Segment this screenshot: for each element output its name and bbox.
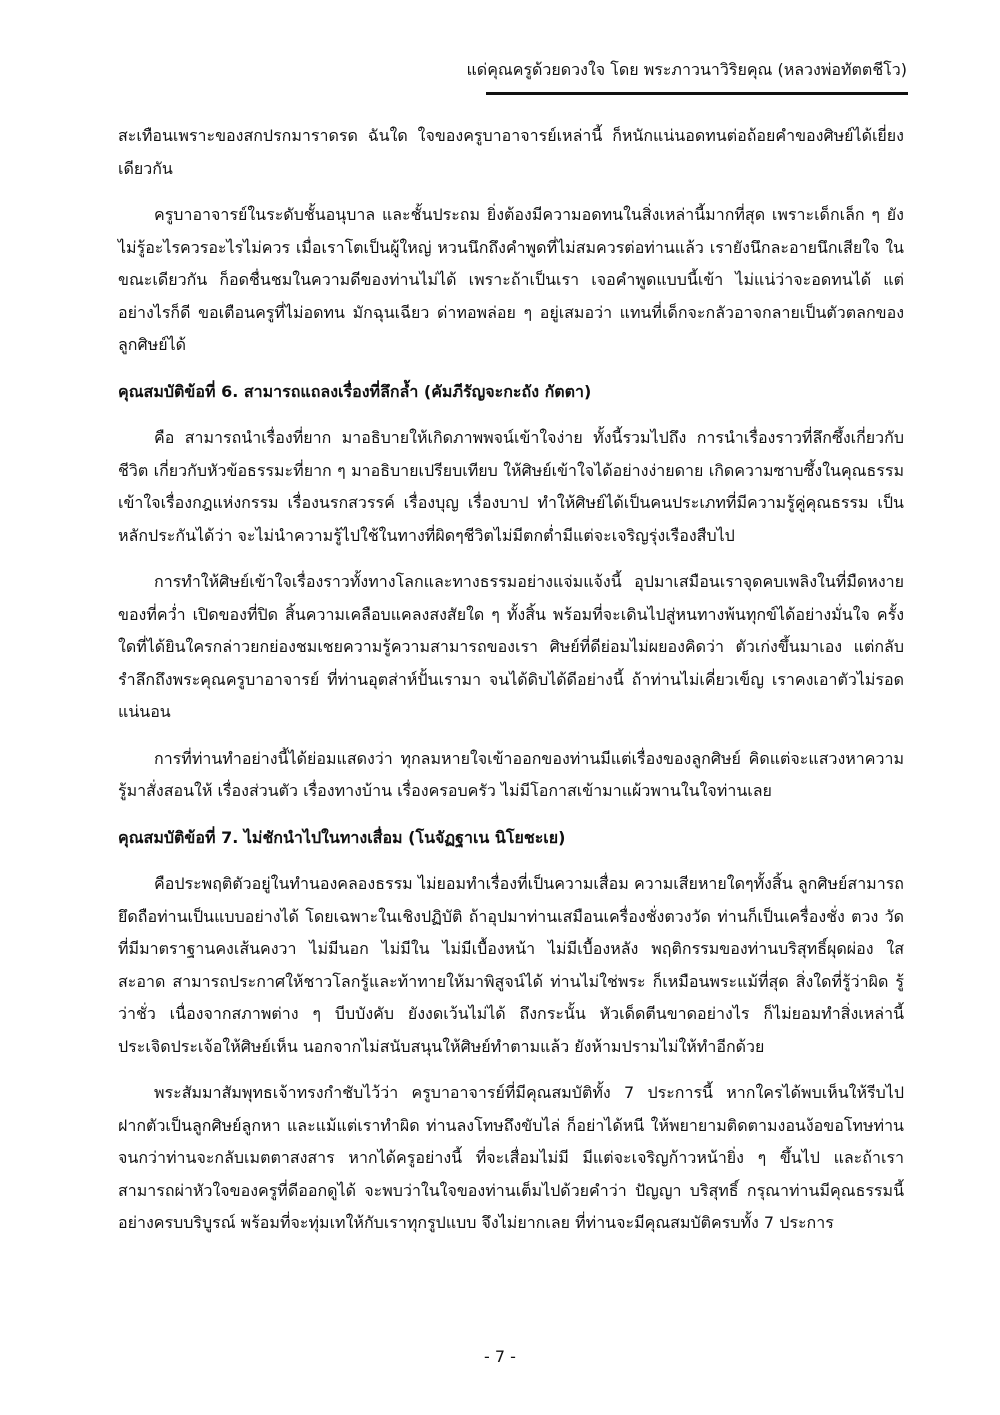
header-rule	[486, 92, 908, 95]
paragraph: คือประพฤติตัวอยู่ในทำนองคลองธรรม ไม่ยอมทำเรื่องที่เป็นความเสื่อม ความเสียหายใดๆทั้งสิ้น ลูกศิษย์สามารถยึดถือท่านเป็นแบบอย่างได้ โดยเฉพาะในเชิงปฏิบัติ ถ้าอุปมาท่านเสมือนเครื่องชั่งตวงวัด ท่านก็เป็นเครื่องชั่ง ตวง วัด ที่มีมาตราฐานคงเส้นคงวา ไม่มีนอก ไม่มีใน ไม่มีเบื้องหน้า ไม่มีเบื้องหลัง พฤติกรรมของท่านบริสุทธิ์ผุดผ่อง ใสสะอาด สามารถประกาศให้ชาวโลกรู้และท้าทายให้มาพิสูจน์ได้ ท่านไม่ใช่พระ ก็เหมือนพระแม้ที่สุด สิ่งใดที่รู้ว่าผิด รู้ว่าชั่ว เนื่องจากสภาพต่าง ๆ บีบบังคับ ยังงดเว้นไม่ได้ ถึงกระนั้น หัวเด็ดตีนขาดอย่างไร ก็ไม่ยอมทำสิ่งเหล่านี้ประเจิดประเจ้อให้ศิษย์เห็น นอกจากไม่สนับสนุนให้ศิษย์ทำตามแล้ว ยังห้ามปรามไม่ให้ทำอีกด้วย	[118, 874, 904, 1056]
paragraph: การทำให้ศิษย์เข้าใจเรื่องราวทั้งทางโลกและทางธรรมอย่างแจ่มแจ้งนี้ อุปมาเสมือนเราจุดคบเพลิงในที่มืดหงายของที่คว่ำ เปิดของที่ปิด สิ้นความเคลือบแคลงสงสัยใด ๆ ทั้งสิ้น พร้อมที่จะเดินไปสู่หนทางพ้นทุกข์ได้อย่างมั่นใจ ครั้งใดที่ได้ยินใครกล่าวยกย่องชมเชยความรู้ความสามารถของเรา ศิษย์ที่ดีย่อมไม่ผยองคิดว่า ตัวเก่งขึ้นมาเอง แต่กลับรำลึกถึงพระคุณครูบาอาจารย์ ที่ท่านอุตส่าห์ปั้นเรามา จนได้ดิบได้ดีอย่างนี้ ถ้าท่านไม่เคี่ยวเข็ญ เราคงเอาตัวไม่รอดแน่นอน	[118, 572, 904, 721]
page-header: แด่คุณครูด้วยดวงใจ โดย พระภาวนาวิริยคุณ (หลวงพ่อทัตตชีโว)	[466, 60, 907, 79]
paragraph: คือ สามารถนำเรื่องที่ยาก มาอธิบายให้เกิดภาพพจน์เข้าใจง่าย ทั้งนี้รวมไปถึง การนำเรื่องราวที่ลึกซึ้งเกี่ยวกับชีวิต เกี่ยวกับหัวข้อธรรมะที่ยาก ๆ มาอธิบายเปรียบเทียบ ให้ศิษย์เข้าใจได้อย่างง่ายดาย เกิดความซาบซึ้งในคุณธรรม เข้าใจเรื่องกฎแห่งกรรม เรื่องนรกสวรรค์ เรื่องบุญ เรื่องบาป ทำให้ศิษย์ได้เป็นคนประเภทที่มีความรู้คู่คุณธรรม เป็นหลักประกันได้ว่า จะไม่นำความรู้ไปใช้ในทางที่ผิดๆชีวิตไม่มีตกต่ำมีแต่จะเจริญรุ่งเรืองสืบไป	[118, 428, 904, 545]
paragraph: การที่ท่านทำอย่างนี้ได้ย่อมแสดงว่า ทุกลมหายใจเข้าออกของท่านมีแต่เรื่องของลูกศิษย์ คิดแต่จะแสวงหาความรู้มาสั่งสอนให้ เรื่องส่วนตัว เรื่องทางบ้าน เรื่องครอบครัว ไม่มีโอกาสเข้ามาแผ้วพานในใจท่านเลย	[118, 748, 904, 800]
section-heading-6: คุณสมบัติข้อที่ 6. สามารถแถลงเรื่องที่ลึกล้ำ (คัมภีรัญจะกะถัง กัตตา)	[118, 381, 592, 401]
paragraph: พระสัมมาสัมพุทธเจ้าทรงกำชับไว้ว่า ครูบาอาจารย์ที่มีคุณสมบัติทั้ง 7 ประการนี้ หากใครได้พบเห็นให้รีบไปฝากตัวเป็นลูกศิษย์ลูกหา และแม้แต่เราทำผิด ท่านลงโทษถึงขับไล่ ก็อย่าได้หนี ให้พยายามติดตามงอนง้อขอโทษท่าน จนกว่าท่านจะกลับเมตตาสงสาร หากได้ครูอย่างนี้ ที่จะเสื่อมไม่มี มีแต่จะเจริญก้าวหน้ายิ่ง ๆ ขึ้นไป และถ้าเราสามารถผ่าหัวใจของครูที่ดีออกดูได้ จะพบว่าในใจของท่านเต็มไปด้วยคำว่า ปัญญา บริสุทธิ์ กรุณาท่านมีคุณธรรมนี้อย่างครบบริบูรณ์ พร้อมที่จะทุ่มเทให้กับเราทุกรูปแบบ จึงไม่ยากเลย ที่ท่านจะมีคุณสมบัติครบทั้ง 7 ประการ	[118, 1083, 904, 1232]
section-heading-7: คุณสมบัติข้อที่ 7. ไม่ชักนำไปในทางเสื่อม (โนจัฏฐาเน นิโยชะเย)	[118, 827, 566, 847]
page-number: - 7 -	[484, 1347, 516, 1366]
document-body	[118, 120, 904, 1254]
paragraph-continuation: สะเทือนเพราะของสกปรกมาราดรด ฉันใด ใจของครูบาอาจารย์เหล่านี้ ก็หนักแน่นอดทนต่อถ้อยคำของศิษย์ได้เยี่ยงเดียวกัน	[118, 126, 904, 178]
paragraph: ครูบาอาจารย์ในระดับชั้นอนุบาล และชั้นประถม ยิ่งต้องมีความอดทนในสิ่งเหล่านี้มากที่สุด เพราะเด็กเล็ก ๆ ยังไม่รู้อะไรควรอะไรไม่ควร เมื่อเราโตเป็นผู้ใหญ่ หวนนึกถึงคำพูดที่ไม่สมควรต่อท่านแล้ว เรายังนึกละอายนึกเสียใจ ในขณะเดียวกัน ก็อดชื่นชมในความดีของท่านไม่ได้ เพราะถ้าเป็นเรา เจอคำพูดแบบนี้เข้า ไม่แน่ว่าจะอดทนได้ แต่อย่างไรก็ดี ขอเตือนครูที่ไม่อดทน มักฉุนเฉียว ด่าทอพล่อย ๆ อยู่เสมอว่า แทนที่เด็กจะกลัวอาจกลายเป็นตัวตลกของลูกศิษย์ได้	[118, 205, 904, 354]
